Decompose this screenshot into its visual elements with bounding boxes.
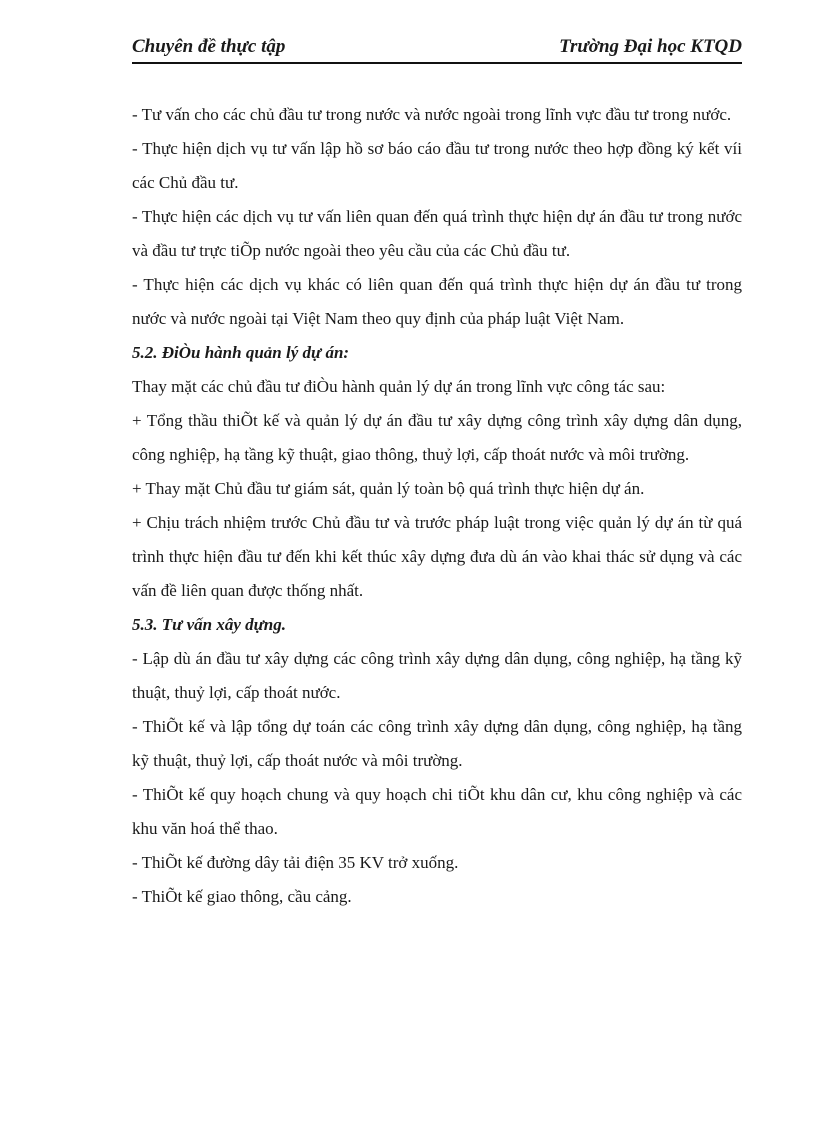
page-body [132, 98, 742, 914]
paragraph-general-contractor: + Tổng thầu thiÕt kế và quản lý dự án đầu tư xây dựng công trình xây dựng dân dụng, công nghiệp, hạ tầng kỹ thuật, giao thông, thuỷ lợi, cấp thoát nước và môi trường. [132, 411, 742, 464]
paragraph-power-line-design: - ThiÕt kế đường dây tải điện 35 KV trở xuống. [132, 853, 459, 872]
header-divider [132, 62, 742, 64]
section-heading-construction-consulting: 5.3. Tư vấn xây dựng. [132, 615, 287, 634]
paragraph-transport-port-design: - ThiÕt kế giao thông, cầu cảng. [132, 887, 352, 906]
paragraph-consulting-investors: - Tư vấn cho các chủ đầu tư trong nước và nước ngoài trong lĩnh vực đầu tư trong nước. [132, 105, 732, 124]
paragraph-other-services: - Thực hiện các dịch vụ khác có liên quan đến quá trình thực hiện dự án đầu tư trong nước và nước ngoài tại Việt Nam theo quy định của pháp luật Việt Nam. [132, 275, 742, 328]
page-header [132, 34, 742, 64]
paragraph-responsibility: + Chịu trách nhiệm trước Chủ đầu tư và trước pháp luật trong việc quản lý dự án từ quá trình thực hiện đầu tư đến khi kết thúc xây dựng đưa dù án vào khai thác sử dụng và các vấn đề liên quan được thống nhất. [132, 513, 742, 600]
header-university: Trường Đại học KTQD [559, 36, 742, 57]
paragraph-design-estimation: - ThiÕt kế và lập tổng dự toán các công trình xây dựng dân dụng, công nghiệp, hạ tầng kỹ thuật, thuỷ lợi, cấp thoát nước và môi trường. [132, 717, 742, 770]
section-heading-project-management: 5.2. ĐiÒu hành quản lý dự án: [132, 343, 350, 362]
header-document-type: Chuyên đề thực tập [132, 36, 286, 57]
paragraph-management-intro: Thay mặt các chủ đầu tư điÒu hành quản lý dự án trong lĩnh vực công tác sau: [132, 377, 666, 396]
paragraph-project-consulting: - Thực hiện các dịch vụ tư vấn liên quan đến quá trình thực hiện dự án đầu tư trong nước và đầu tư trực tiÕp nước ngoài theo yêu cầu của các Chủ đầu tư. [132, 207, 742, 260]
paragraph-investment-report-service: - Thực hiện dịch vụ tư vấn lập hồ sơ báo cáo đầu tư trong nước theo hợp đồng ký kết víi các Chủ đầu tư. [132, 139, 742, 192]
paragraph-supervision: + Thay mặt Chủ đầu tư giám sát, quản lý toàn bộ quá trình thực hiện dự án. [132, 479, 645, 498]
paragraph-project-planning: - Lập dù án đầu tư xây dựng các công trình xây dựng dân dụng, công nghiệp, hạ tầng kỹ thuật, thuỷ lợi, cấp thoát nước. [132, 649, 742, 702]
paragraph-urban-planning: - ThiÕt kế quy hoạch chung và quy hoạch chi tiÕt khu dân cư, khu công nghiệp và các khu văn hoá thể thao. [132, 785, 742, 838]
